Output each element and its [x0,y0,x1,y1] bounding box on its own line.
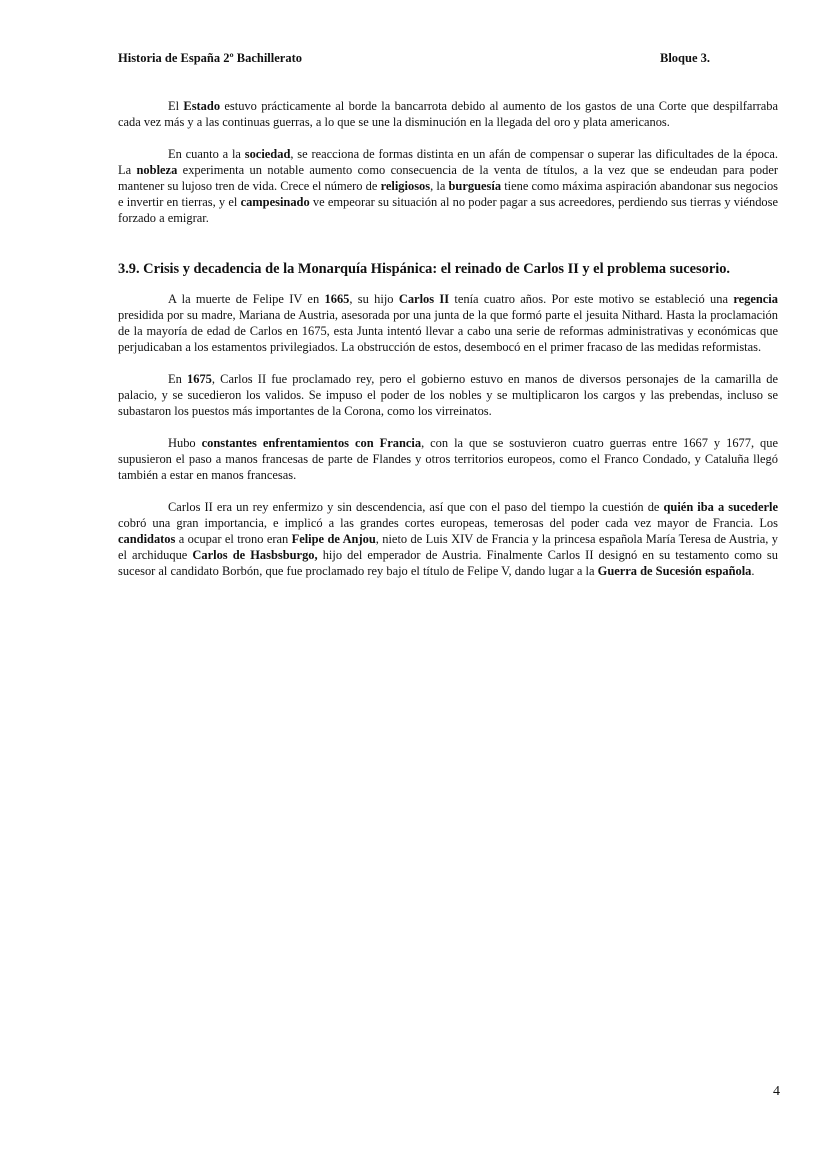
header-block-label: Bloque 3. [659,51,710,65]
paragraph-estado: El Estado estuvo prácticamente al borde la bancarrota debido al aumento de los gastos de una Corte que despilfarraba cada vez más y a las continuas guerras, a lo que se une la disminución en la llegada del oro y plata americanos. [118,99,778,129]
paragraph-sucesion: Carlos II era un rey enfermizo y sin descendencia, así que con el paso del tiempo la cuestión de quién iba a sucederle cobró una gran importancia, e implicó a las grandes cortes europeas, temerosas del poder cada vez mayor de Francia. Los candidatos a ocupar el trono eran Felipe de Anjou, nieto de Luis XIV de Francia y la princesa española María Teresa de Austria, y el archiduque Carlos de Hasbsburgo, hijo del emperador de Austria. Finalmente Carlos II designó en su testamento como su sucesor al candidato Borbón, que fue proclamado rey bajo el título de Felipe V, dando lugar a la Guerra de Sucesión española. [118,500,778,578]
paragraph-francia: Hubo constantes enfrentamientos con Francia, con la que se sostuvieron cuatro guerras entre 1667 y 1677, que supusieron el paso a manos francesas de parte de Flandes y otros territorios europeos, como el Franco Condado, y Cataluña llegó también a estar en manos francesas. [118,436,779,482]
section-heading: 3.9. Crisis y decadencia de la Monarquía Hispánica: el reinado de Carlos II y el problema sucesorio. [118,261,731,277]
paragraph-proclamacion: En 1675, Carlos II fue proclamado rey, pero el gobierno estuvo en manos de diversos personajes de la camarilla de palacio, y se sucedieron los validos. Se impuso el poder de los nobles y se multiplicaron los cargos y las prebendas, incluso se subastaron los puestos más importantes de la Corona, como los virreinatos. [118,372,778,418]
page-number: 4 [773,1084,780,1099]
document-body [118,98,778,595]
paragraph-regencia: A la muerte de Felipe IV en 1665, su hijo Carlos II tenía cuatro años. Por este motivo se estableció una regencia presidida por su madre, Mariana de Austria, asesorada por una junta de la que formó parte el jesuita Nithard. Hasta la proclamación de la mayoría de edad de Carlos en 1675, esta Junta intentó llevar a cabo una serie de reformas administrativas y económicas que perjudicaban a los estamentos privilegiados. La obstrucción de estos, desembocó en el primer fracaso de las medidas reformistas. [118,292,778,354]
paragraph-sociedad: En cuanto a la sociedad, se reacciona de formas distinta en un afán de compensar o superar las dificultades de la época. La nobleza experimenta un notable aumento como consecuencia de la venta de títulos, a la vez que se endeudan para poder mantener su lujoso tren de vida. Crece el número de religiosos, la burguesía tiene como máxima aspiración abandonar sus negocios e invertir en tierras, y el campesinado ve empeorar su situación al no poder pagar a sus acreedores, perdiendo sus tierras y viéndose forzado a emigrar. [118,147,779,225]
header-course-title: Historia de España 2º Bachillerato [118,51,302,65]
